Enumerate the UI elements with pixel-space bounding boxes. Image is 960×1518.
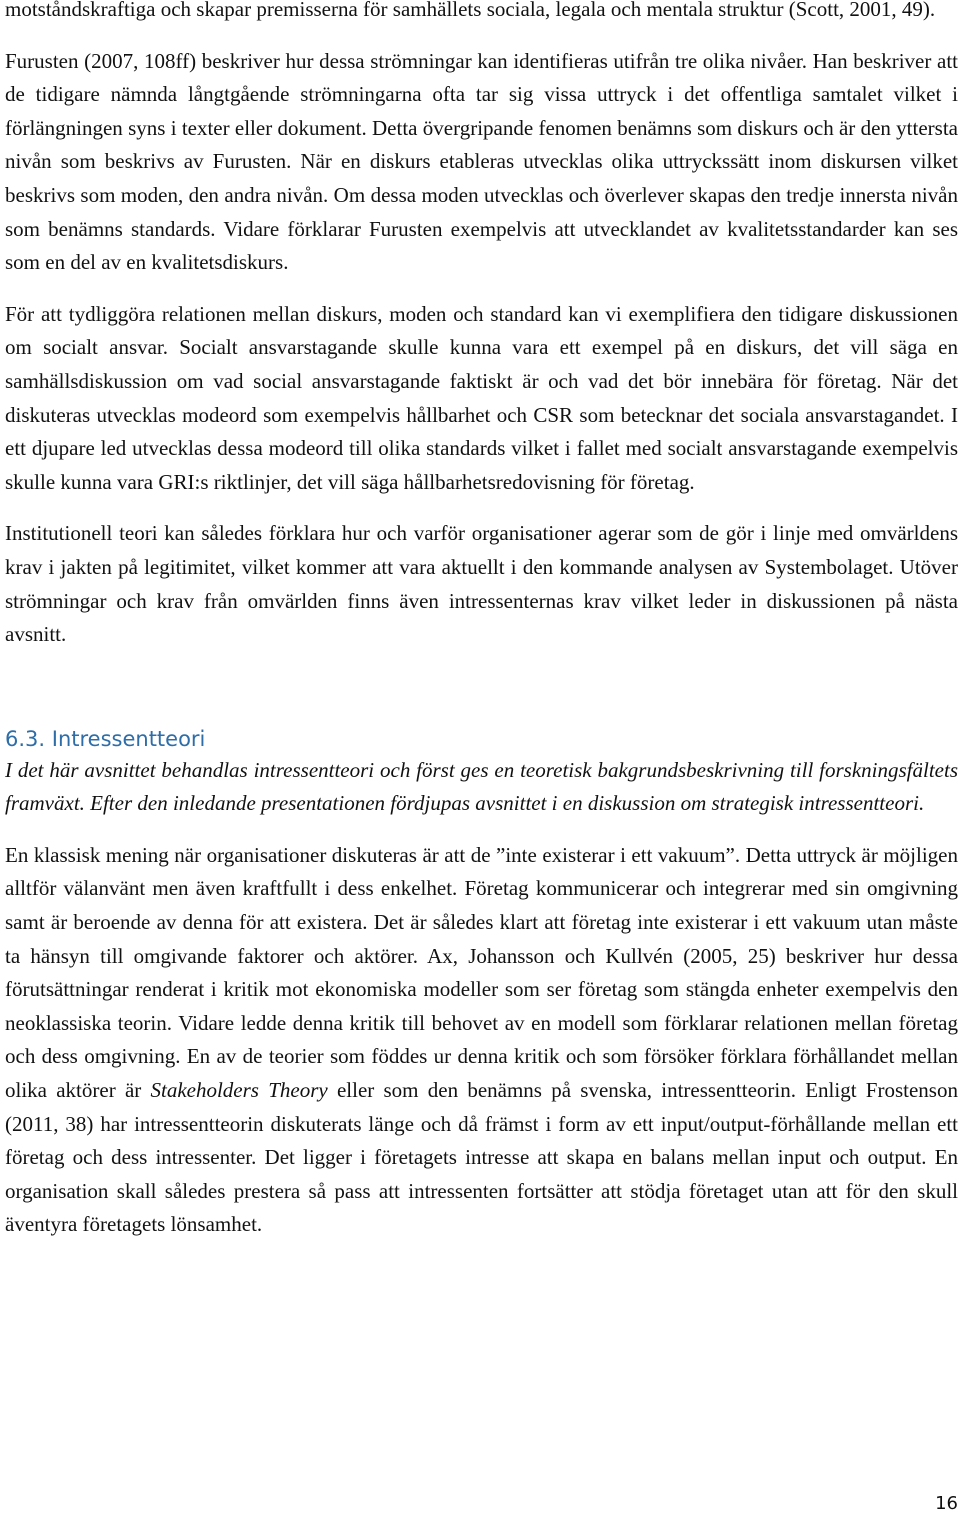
section-spacer <box>5 652 958 724</box>
section-body-paragraph <box>5 839 958 1242</box>
paragraph-spacer <box>5 821 958 839</box>
italic-term: Stakeholders Theory <box>150 1078 328 1103</box>
body-paragraph-2: Furusten (2007, 108ff) beskriver hur dessa strömningar kan identifieras utifrån tre olika nivåer. Han beskriver att de tidigare nämnda långtgående strömningarna ofta tar sig vissa uttryck i det offentliga samtalet vilket i förlängningen syns i texter eller dokument. Detta övergripande fenomen benämns som diskurs och är den yttersta nivån som beskrivs av Furusten. När en diskurs etableras utvecklas olika uttryckssätt inom diskursen vilket beskrivs som moden, den andra nivån. Om dessa moden utvecklas och överlever skapas den tredje innersta nivån som benämns standards. Vidare förklarar Furusten exempelvis att utvecklandet av kvalitetsstandarder kan ses som en del av en kvalitetsdiskurs. <box>5 48 958 275</box>
paragraph-spacer <box>5 499 958 517</box>
paragraph-spacer <box>5 280 958 298</box>
page-number: 16 <box>935 1493 958 1514</box>
body-paragraph-4: Institutionell teori kan således förklara hur och varför organisationer agerar som de gör i linje med omvärldens krav i jakten på legitimitet, vilket kommer att vara aktuellt i den kommande analysen av Systembolaget. Utöver strömningar och krav från omvärlden finns även intressenternas krav vilket leder in diskussionen på nästa avsnitt. <box>5 521 958 647</box>
body-text-after-term: eller som den benämns på svenska, intressentteorin. Enligt Frostenson (2011, 38) har intressentteorin diskuterats länge och då främst i form av ett input/output-förhållande mellan ett företag och dess intressenter. Det ligger i företagets intresse att skapa en balans mellan input och output. En organisation skall således prestera så pass att intressenten fortsätter att stödja företaget utan att för den skull äventyra företagets lönsamhet. <box>5 1078 958 1237</box>
section-intro: I det här avsnittet behandlas intressentteori och först ges en teoretisk bakgrundsbeskrivning till forskningsfältets framväxt. Efter den inledande presentationen fördjupas avsnittet i en diskussion om strategisk intressentteori. <box>5 757 958 816</box>
section-heading: 6.3. Intressentteori <box>5 726 206 751</box>
document-page <box>5 0 958 1242</box>
body-paragraph-3: För att tydliggöra relationen mellan diskurs, moden och standard kan vi exemplifiera den tidigare diskussionen om socialt ansvar. Socialt ansvarstagande skulle kunna vara ett exempel på en diskurs, det vill säga en samhällsdiskussion om vad social ansvarstagande faktiskt är och vad det bör innebära för företag. När det diskuteras utvecklas modeord som exempelvis hållbarhet och CSR som betecknar det sociala ansvarstagandet. I ett djupare led utvecklas dessa modeord till olika standards vilket i fallet med socialt ansvarstagande exempelvis skulle kunna vara GRI:s riktlinjer, det vill säga hållbarhetsredovisning för företag. <box>5 301 958 494</box>
paragraph-spacer <box>5 27 958 45</box>
body-text-before-term: En klassisk mening när organisationer diskuteras är att de ”inte existerar i ett vakuum”. Detta uttryck är möjligen alltför välanvänt men även kraftfullt i dess enkelhet. Företag kommunicerar och integrerar med sin omgivning samt är beroende av denna för att existera. Det är således klart att företag inte existerar i ett vakuum utan måste ta hänsyn till omgivande faktorer och aktörer. Ax, Johansson och Kullvén (2005, 25) beskriver hur dessa förutsättningar renderat i kritik mot ekonomiska modeller som ser företag som stängda enheter exempelvis den neoklassiska teorin. Vidare ledde denna kritik till behovet av en modell som förklarar relationen mellan företag och dess omgivning. En av de teorier som föddes ur denna kritik och som försöker förklara förhållandet mellan olika aktörer är <box>5 842 958 1103</box>
body-paragraph-1: motståndskraftiga och skapar premisserna för samhällets sociala, legala och mentala struktur (Scott, 2001, 49). <box>5 0 936 21</box>
